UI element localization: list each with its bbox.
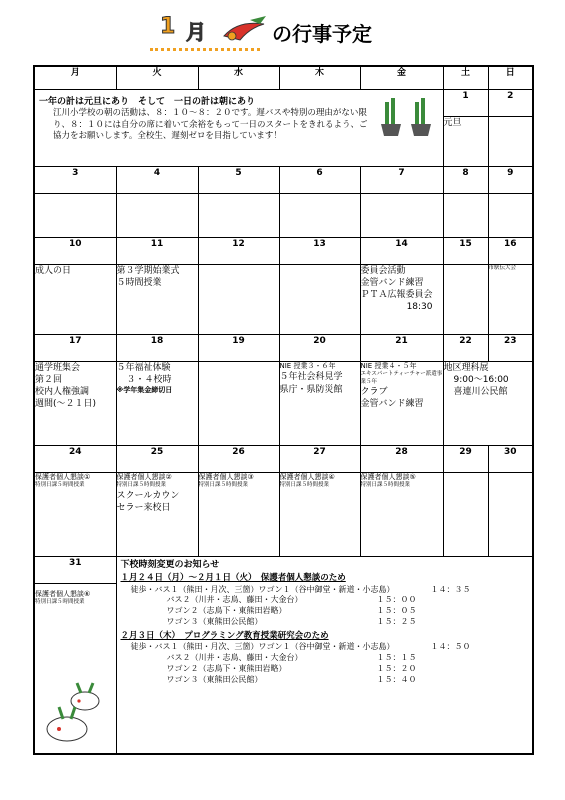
date-26: 26 [198,446,279,473]
date-16: 16 [488,238,533,265]
row-label: 徒歩・バス１（熊田・月次、三箇）ワゴン１（谷中御堂・新道・小志島） [130,584,395,594]
calendar-table [33,65,534,755]
date-27: 27 [279,446,360,473]
event-line: 校内人権強調 [35,387,90,398]
event-6 [279,194,360,238]
row-label: 徒歩・バス１（熊田・月次、三箇）ワゴン１（谷中御堂・新道・小志島） [130,642,395,652]
new-year-decoration-icon [220,14,270,44]
weekday-wed: 水 [198,66,279,90]
row-time: １５：４０ [376,674,417,684]
event-2 [488,117,533,167]
weekday-sat: 土 [443,66,488,90]
date-11: 11 [116,238,198,265]
event-line: ５年社会科見学 [279,372,343,383]
row-time: １５：００ [376,595,417,605]
event-28 [360,473,443,557]
event-24 [34,473,116,557]
date-3: 3 [34,167,116,194]
date-18: 18 [116,335,198,362]
row-time: １４：３５ [430,584,471,594]
date-13: 13 [279,238,360,265]
notice-title: 下校時刻変更のお知らせ [120,560,220,570]
event-line: セラー来校日 [116,503,171,513]
date-12: 12 [198,238,279,265]
weekday-fri: 金 [360,66,443,90]
notice-section1-row [167,595,529,606]
row-label: ワゴン３（東熊田公民館） [166,617,263,626]
date-21: 21 [360,335,443,362]
row-label: バス２（川井・志鳥、藤田・大金台） [166,595,303,605]
event-line: 特別日課５時間授業 [360,482,411,489]
date-23: 23 [488,335,533,362]
event-line: 保護者個人懇談① [35,473,91,481]
event-8 [443,194,488,238]
week5-date-row [34,446,533,473]
event-26 [198,473,279,557]
event-line: ３・４校時 [126,375,172,386]
date-6: 6 [279,167,360,194]
event-line: NIE 授業４・５年 [360,362,417,370]
event-line: 保護者個人懇談④ [279,473,335,481]
motto-text: 一年の計は元旦にあり そして 一日の計は朝にあり [39,97,256,107]
event-30 [488,473,533,557]
date-28: 28 [360,446,443,473]
event-line: 市駅伝大会 [488,265,517,271]
snow-rabbit-icon [41,679,107,749]
event-line: 保護者個人懇談⑤ [360,473,416,481]
page-title [0,8,565,52]
date-30: 30 [488,446,533,473]
event-4 [116,194,198,238]
date-31: 31 [34,557,116,584]
event-line: 特別日課５時間授業 [198,482,249,489]
week3-date-row [34,238,533,265]
event-line: ５年福祉体験 [116,363,171,373]
notice-section2-row [167,653,529,664]
week2-event-row [34,194,533,238]
date-10: 10 [34,238,116,265]
event-line: 金管バンド練習 [360,278,424,289]
event-line: 地区理科展 [443,363,489,373]
week2-date-row [34,167,533,194]
event-7 [360,194,443,238]
notice-section2-row [167,664,529,675]
event-line: 委員会活動 [360,266,406,276]
event-22-23 [443,362,533,446]
notice-section1-row [167,617,529,628]
row-time: １５：２０ [376,663,417,673]
kadomatsu-icon [377,98,433,138]
event-14 [360,265,443,335]
weekday-thu: 木 [279,66,360,90]
row-label: ワゴン２（志鳥下・東熊田岩略） [166,606,287,616]
week3-event-row [34,265,533,335]
notice-section1-row [167,606,529,617]
event-16 [488,265,533,335]
weekday-header-row [34,66,533,90]
week6-date-row [34,557,533,584]
title-month: 月 [186,20,206,44]
date-17: 17 [34,335,116,362]
event-line: 特別日課５時間授業 [116,482,167,489]
weekday-mon: 月 [34,66,116,90]
event-31 [34,584,116,755]
event-15 [443,265,488,335]
event-25 [116,473,198,557]
event-27 [279,473,360,557]
event-line: 第３学期始業式 [116,266,180,276]
event-line: 喜連川公民館 [453,387,508,398]
event-17 [34,362,116,446]
weekday-sun: 日 [488,66,533,90]
row-label: バス２（川井・志鳥、藤田・大金台） [166,653,303,663]
event-line: 保護者個人懇談② [116,473,172,481]
date-19: 19 [198,335,279,362]
date-14: 14 [360,238,443,265]
date-8: 8 [443,167,488,194]
event-line: 週間(～２１日) [35,399,97,410]
date-5: 5 [198,167,279,194]
row-label: ワゴン３（東熊田公民館） [166,674,263,684]
event-line: 特別日課５時間授業 [279,482,330,489]
event-line: エキスパートティーチャー派遣事業５年 [360,371,443,385]
event-line: クラブ [360,387,388,398]
title-number: 1 [160,14,176,39]
date-2: 2 [488,90,533,117]
week5-event-row [34,473,533,557]
title-underline [150,48,260,51]
event-20 [279,362,360,446]
week4-event-row [34,362,533,446]
message-cell [34,90,443,167]
row-time: １５：１５ [376,653,417,663]
event-line: 保護者個人懇談⑥ [35,590,91,598]
event-9 [488,194,533,238]
event-line: 18:30 [406,302,433,313]
event-29 [443,473,488,557]
event-line: 通学班集会 [35,363,81,373]
week1-date-row [34,90,533,117]
weekday-tue: 火 [116,66,198,90]
notice-section2-row [167,675,529,686]
week4-date-row [34,335,533,362]
event-line: ５時間授業 [116,278,162,289]
holiday-label: 成人の日 [35,266,72,276]
date-4: 4 [116,167,198,194]
event-line: 保護者個人懇談③ [198,473,254,481]
date-15: 15 [443,238,488,265]
title-text: の行事予定 [272,22,372,46]
event-18 [116,362,198,446]
date-20: 20 [279,335,360,362]
event-line: 県庁・県防災館 [279,384,343,395]
date-9: 9 [488,167,533,194]
event-1: 元旦 [443,117,488,167]
row-time: １４：５０ [430,642,471,652]
notice-section2-row [131,642,529,653]
date-22: 22 [443,335,488,362]
attendance-message: 江川小学校の朝の活動は、８：１０～８：２０です。遅バスや特別の理由がない限り、８：１０には自分の席に着いて余裕をもって一日のスタートをきれるよう、ご協力をお願いします。全校生、遅刻ゼロを目指しています！ [53,108,368,142]
notice-section1-title: １月２４日（月）～２月１日（火） 保護者個人懇談のため [120,573,346,584]
notice-section2-title: ２月３日（木） プログラミング教育授業研究会のため [120,630,329,641]
event-line: 9:00～16:00 [453,375,509,386]
event-line: 金管バンド練習 [360,399,424,410]
event-line: ※学年集金締切日 [116,386,173,395]
event-line: 特別日課５時間授業 [35,482,85,489]
event-21 [360,362,443,446]
date-7: 7 [360,167,443,194]
row-time: １５：２５ [376,617,417,626]
event-12 [198,265,279,335]
event-line: 特別日課５時間授業 [35,599,85,606]
notice-section1-row [131,585,529,596]
row-label: ワゴン２（志鳥下・東熊田岩略） [166,663,287,673]
event-11 [116,265,198,335]
date-25: 25 [116,446,198,473]
event-3 [34,194,116,238]
event-19 [198,362,279,446]
notice-cell [116,557,533,755]
event-line: NIE 授業３・６年 [279,362,336,370]
event-5 [198,194,279,238]
row-time: １５：０５ [376,606,417,616]
date-29: 29 [443,446,488,473]
event-10 [34,265,116,335]
event-line: ＰＴＡ広報委員会 [360,290,433,301]
event-line: 第２回 [35,375,63,386]
date-24: 24 [34,446,116,473]
date-1: 1 [443,90,488,117]
event-line: スクールカウン [116,490,180,501]
event-13 [279,265,360,335]
